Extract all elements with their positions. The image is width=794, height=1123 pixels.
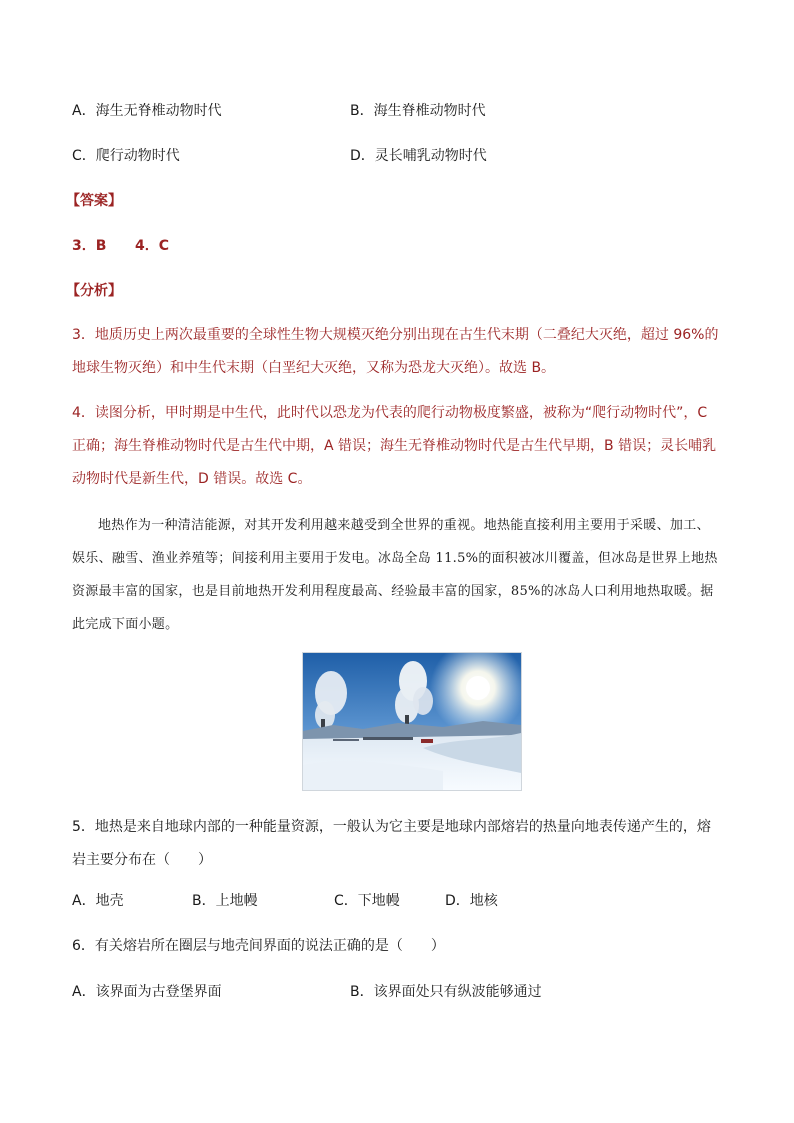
q6-option-b: B．该界面处只有纵波能够通过 (350, 984, 542, 1000)
analysis-q3: 3．地质历史上两次最重要的全球性生物大规模灭绝分别出现在古生代末期（二叠纪大灭绝，超过 96%的地球生物灭绝）和中生代末期（白垩纪大灭绝，又称为恐龙大灭绝）。故选 B。 (72, 327, 719, 376)
option-d: D．灵长哺乳动物时代 (350, 148, 487, 164)
question-5-stem: 5．地热是来自地球内部的一种能量资源，一般认为它主要是地球内部熔岩的热量向地表传递产生的，熔岩主要分布在（ ） (72, 819, 711, 868)
option-c: C．爬行动物时代 (72, 148, 180, 164)
answer-q4: 4．C (135, 238, 170, 254)
analysis-heading: 【分析】 (66, 283, 122, 299)
q5-option-d: D．地核 (445, 893, 498, 909)
reading-passage: 地热作为一种清洁能源，对其开发利用越来越受到全世界的重视。地热能直接利用主要用于采暖、加工、娱乐、融雪、渔业养殖等；间接利用主要用于发电。冰岛全岛 11.5%的面积被冰川覆盖，但冰岛是世界上地热资源最丰富的国家，也是目前地热开发利用程度最高、经验最丰富的国家，85%的冰岛人口利用地热取暖。据此完成下面小题。 (72, 518, 718, 632)
answer-heading: 【答案】 (66, 193, 122, 209)
answer-q3: 3．B (72, 238, 107, 254)
q5-option-c: C．下地幔 (334, 893, 400, 909)
option-a: A．海生无脊椎动物时代 (72, 103, 222, 119)
q5-option-a: A．地壳 (72, 893, 124, 909)
question-6-stem: 6．有关熔岩所在圈层与地壳间界面的说法正确的是（ ） (72, 938, 445, 954)
geothermal-photo (302, 652, 522, 791)
q6-option-a: A．该界面为古登堡界面 (72, 984, 222, 1000)
q5-option-b: B．上地幔 (192, 893, 258, 909)
option-b: B．海生脊椎动物时代 (350, 103, 486, 119)
analysis-q4: 4．读图分析，甲时期是中生代，此时代以恐龙为代表的爬行动物极度繁盛，被称为“爬行动物时代”，C 正确；海生脊椎动物时代是古生代中期，A 错误；海生无脊椎动物时代是古生代早期，B 错误；灵长哺乳动物时代是新生代，D 错误。故选 C。 (72, 405, 717, 487)
